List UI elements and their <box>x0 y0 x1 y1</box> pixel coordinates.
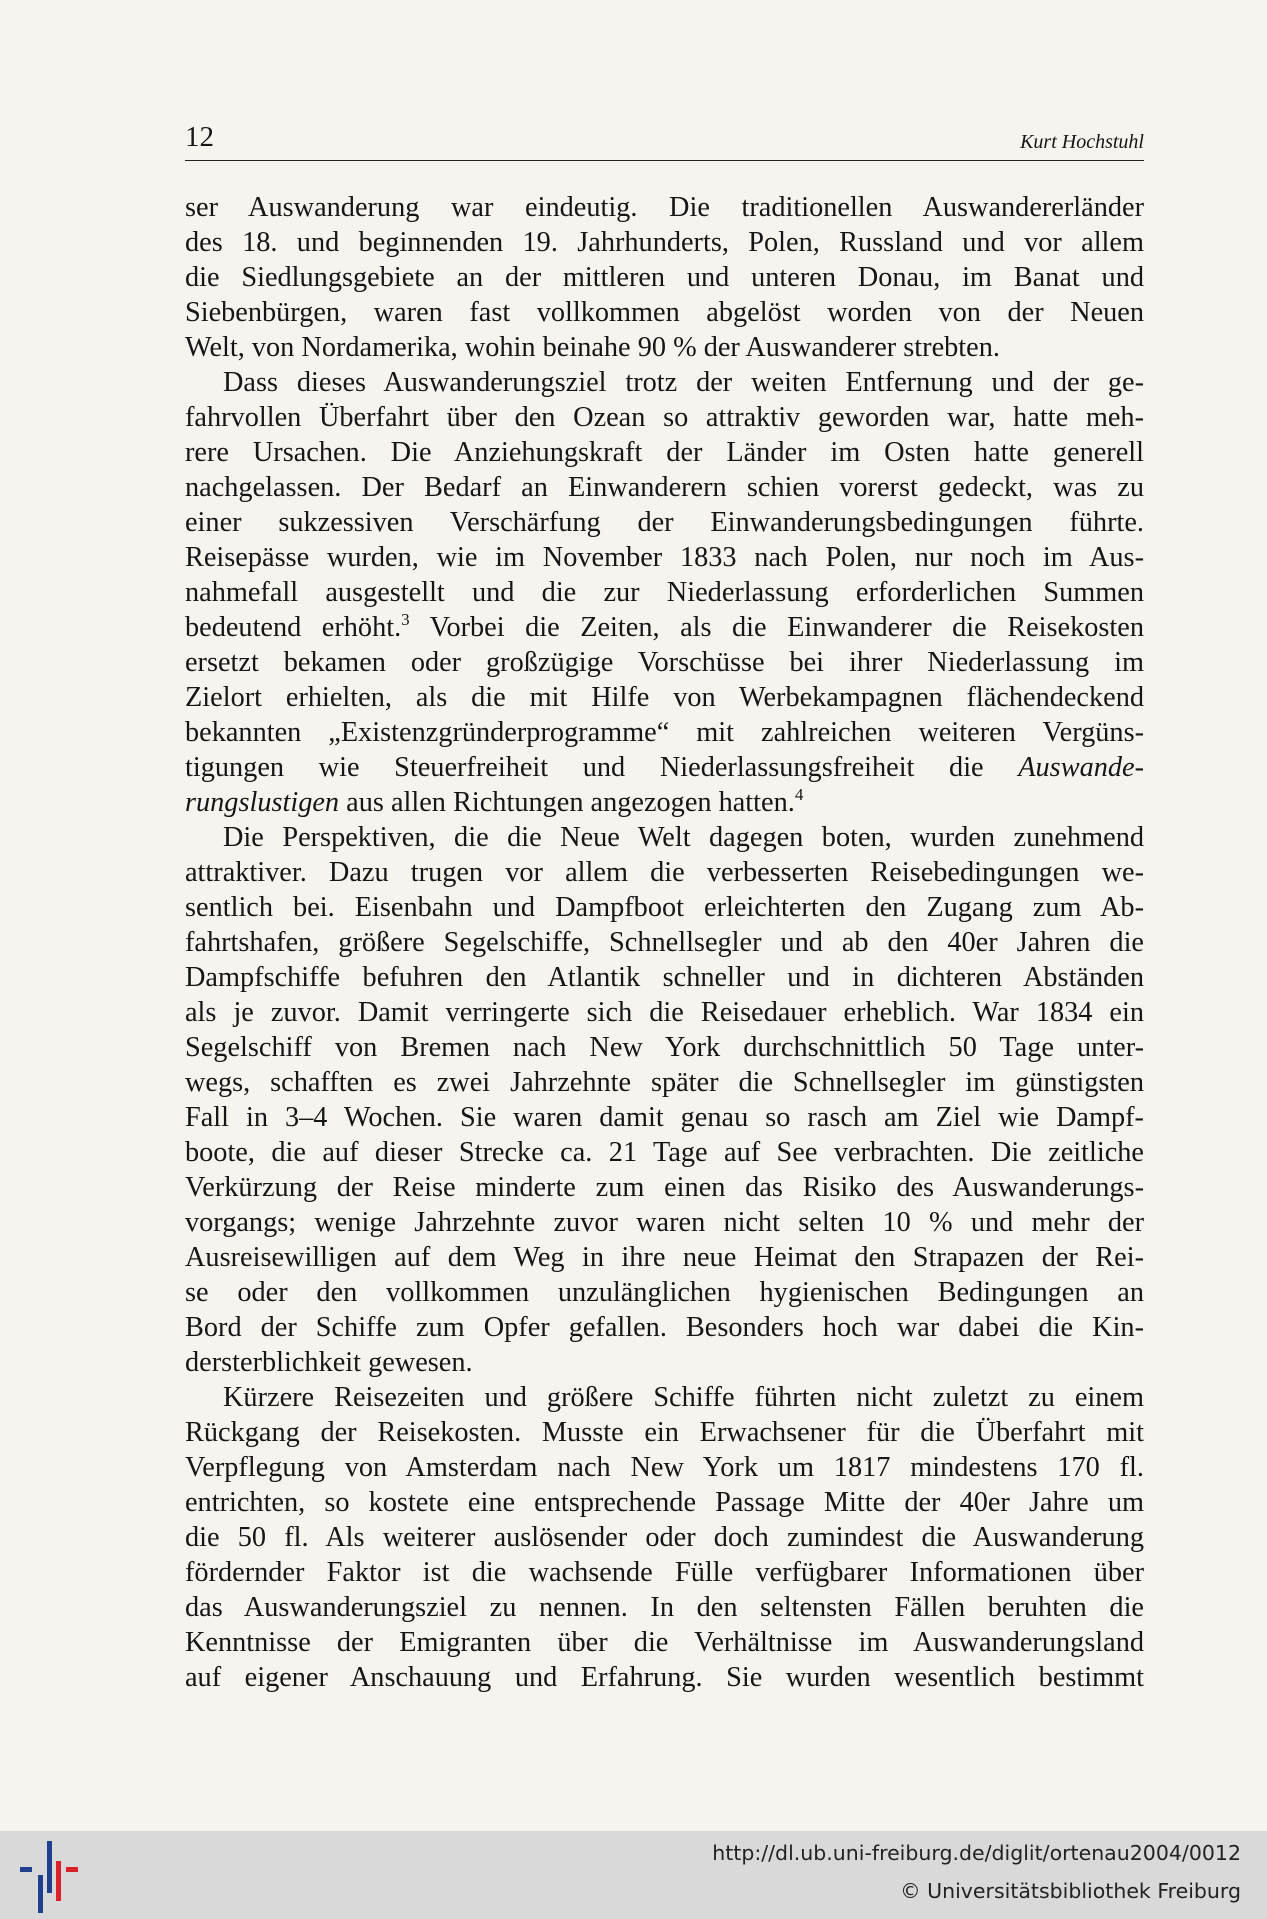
page-number: 12 <box>185 121 214 153</box>
text-line: Verpflegung von Amsterdam nach New York um 1817 mindestens 170 fl. <box>185 1452 1144 1483</box>
text-line: fördernder Faktor ist die wachsende Fülle verfügbarer Informationen über <box>185 1557 1144 1588</box>
body-text <box>185 190 1144 1695</box>
text-line: Fall in 3–4 Wochen. Sie waren damit genau so rasch am Ziel wie Dampf- <box>185 1102 1144 1133</box>
text-line: Die Perspektiven, die die Neue Welt dagegen boten, wurden zunehmend <box>223 822 1144 853</box>
page-header <box>185 122 1144 161</box>
text-line: nahmefall ausgestellt und die zur Niederlassung erforderlichen Summen <box>185 577 1144 608</box>
footnote-ref: 4 <box>794 785 804 804</box>
copyright-notice: © Universitätsbibliothek Freiburg <box>900 1879 1241 1903</box>
text-line: auf eigener Anschauung und Erfahrung. Sie wurden wesentlich bestimmt <box>185 1662 1144 1693</box>
text-line: Zielort erhielten, als die mit Hilfe von Werbekampagnen flächendeckend <box>185 682 1144 713</box>
text-line: einer sukzessiven Verschärfung der Einwanderungsbedingungen führte. <box>185 507 1144 538</box>
text-line: sentlich bei. Eisenbahn und Dampfboot erleichterten den Zugang zum Ab- <box>185 892 1144 923</box>
text-line: des 18. und beginnenden 19. Jahrhunderts, Polen, Russland und vor allem <box>185 227 1144 258</box>
text-line: Dampfschiffe befuhren den Atlantik schneller und in dichteren Abständen <box>185 962 1144 993</box>
text-line: Bord der Schiffe zum Opfer gefallen. Besonders hoch war dabei die Kin- <box>185 1312 1144 1343</box>
text-line: vorgangs; wenige Jahrzehnte zuvor waren nicht selten 10 % und mehr der <box>185 1207 1144 1238</box>
text-line: boote, die auf dieser Strecke ca. 21 Tage auf See verbrachten. Die zeitliche <box>185 1137 1144 1168</box>
text-line <box>185 610 1144 645</box>
footnote-ref: 3 <box>401 610 410 629</box>
text-line: Siebenbürgen, waren fast vollkommen abgelöst worden von der Neuen <box>185 297 1144 328</box>
source-url-link[interactable]: http://dl.ub.uni-freiburg.de/diglit/ortenau2004/0012 <box>712 1841 1241 1865</box>
text-line: ersetzt bekamen oder großzügige Vorschüsse bei ihrer Niederlassung im <box>185 647 1144 678</box>
text-line: bekannten „Existenzgründerprogramme“ mit zahlreichen weiteren Vergüns- <box>185 717 1144 748</box>
text-line: Ausreisewilligen auf dem Weg in ihre neue Heimat den Strapazen der Rei- <box>185 1242 1144 1273</box>
text-line: Rückgang der Reisekosten. Musste ein Erwachsener für die Überfahrt mit <box>185 1417 1144 1448</box>
text-line: als je zuvor. Damit verringerte sich die Reisedauer erheblich. War 1834 ein <box>185 997 1144 1028</box>
text-line: Welt, von Nordamerika, wohin beinahe 90 % der Auswanderer strebten. <box>185 332 1000 363</box>
text-line: attraktiver. Dazu trugen vor allem die verbesserten Reisebedingungen we- <box>185 857 1144 888</box>
ub-freiburg-logo-icon <box>14 1837 84 1915</box>
text-line: wegs, schafften es zwei Jahrzehnte später die Schnellsegler im günstigsten <box>185 1067 1144 1098</box>
text-line: das Auswanderungsziel zu nennen. In den seltensten Fällen beruhten die <box>185 1592 1144 1623</box>
text-line: dersterblichkeit gewesen. <box>185 1347 473 1378</box>
text-fragment: Vorbei die Zeiten, als die Einwanderer die Reisekosten <box>409 612 1144 643</box>
text-line: rere Ursachen. Die Anziehungskraft der Länder im Osten hatte generell <box>185 437 1144 468</box>
text-line: Segelschiff von Bremen nach New York durchschnittlich 50 Tage unter- <box>185 1032 1144 1063</box>
text-line: Kürzere Reisezeiten und größere Schiffe führten nicht zuletzt zu einem <box>223 1382 1144 1413</box>
text-line: ser Auswanderung war eindeutig. Die traditionellen Auswandererländer <box>185 192 1144 223</box>
text-line: entrichten, so kostete eine entsprechende Passage Mitte der 40er Jahre um <box>185 1487 1144 1518</box>
text-line: fahrvollen Überfahrt über den Ozean so attraktiv geworden war, hatte meh- <box>185 402 1144 433</box>
footer-band <box>0 1831 1267 1919</box>
text-line: Dass dieses Auswanderungsziel trotz der weiten Entfernung und der ge- <box>223 367 1144 398</box>
text-line: nachgelassen. Der Bedarf an Einwanderern schien vorerst gedeckt, was zu <box>185 472 1144 503</box>
text-line: Reisepässe wurden, wie im November 1833 nach Polen, nur noch im Aus- <box>185 542 1144 573</box>
italic-term: Auswande- <box>1018 752 1144 783</box>
text-line: die 50 fl. Als weiterer auslösender oder doch zumindest die Auswanderung <box>185 1522 1144 1553</box>
text-line <box>185 785 1144 820</box>
text-line: die Siedlungsgebiete an der mittleren und unteren Donau, im Banat und <box>185 262 1144 293</box>
text-line: fahrtshafen, größere Segelschiffe, Schnellsegler und ab den 40er Jahren die <box>185 927 1144 958</box>
text-line <box>185 750 1144 785</box>
text-fragment: bedeutend erhöht. <box>185 612 402 643</box>
text-fragment: aus allen Richtungen angezogen hatten. <box>339 787 795 818</box>
running-head-author: Kurt Hochstuhl <box>1020 131 1144 153</box>
text-line: Kenntnisse der Emigranten über die Verhältnisse im Auswanderungsland <box>185 1627 1144 1658</box>
italic-term: rungslustigen <box>185 787 340 818</box>
text-line: Verkürzung der Reise minderte zum einen das Risiko des Auswanderungs- <box>185 1172 1144 1203</box>
text-line: se oder den vollkommen unzulänglichen hygienischen Bedingungen an <box>185 1277 1144 1308</box>
text-fragment: tigungen wie Steuerfreiheit und Niederlassungsfreiheit die <box>185 752 1019 783</box>
